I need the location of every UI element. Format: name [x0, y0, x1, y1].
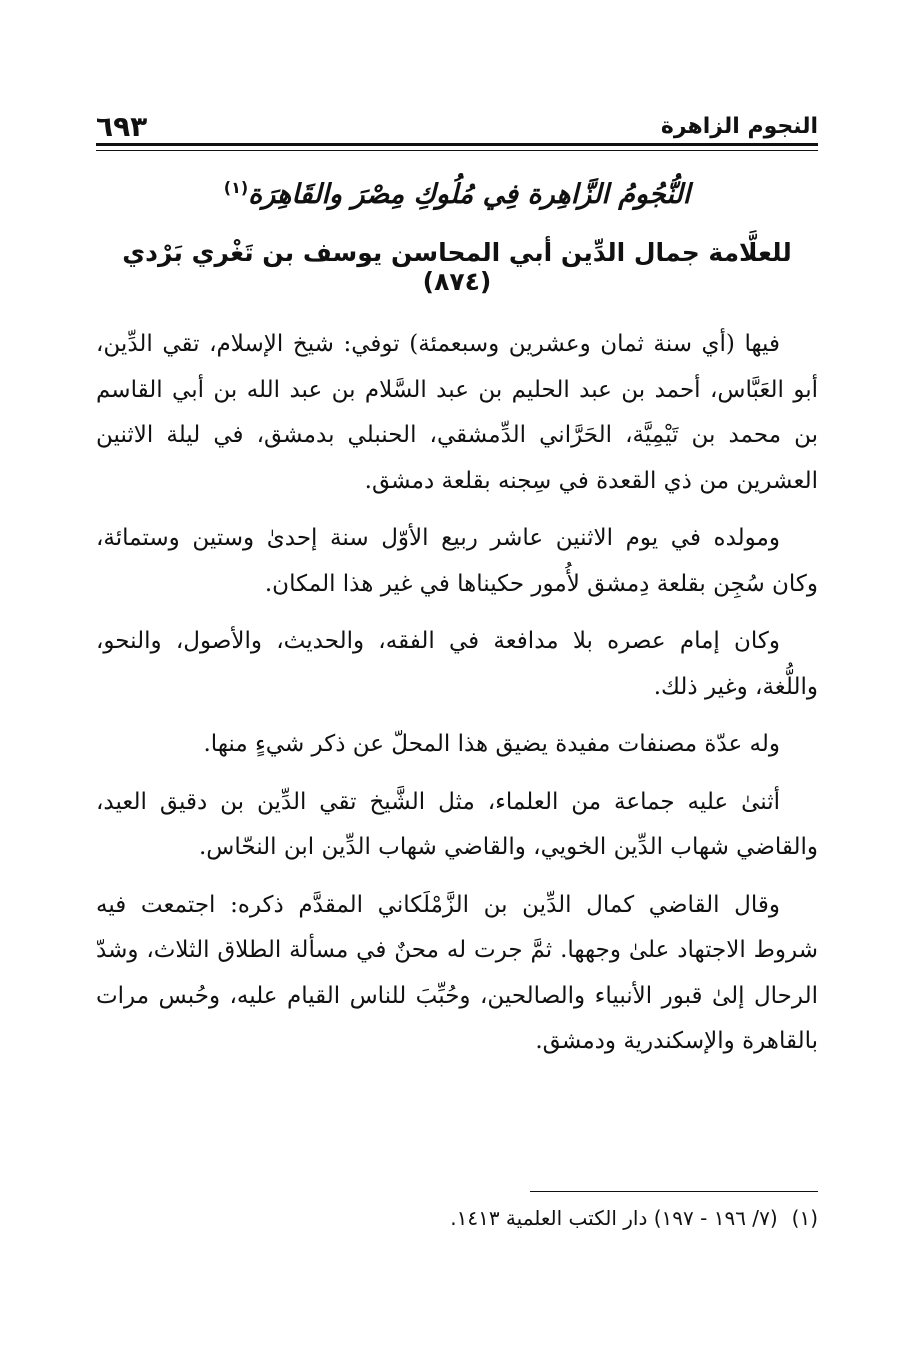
section-title-text: النُّجُومُ الزَّاهِرة فِي مُلُوكِ مِصْرَ والقَاهِرَة — [248, 179, 691, 210]
title-footnote-ref: (١) — [223, 178, 249, 197]
paragraph: وقال القاضي كمال الدِّين بن الزَّمْلَكاني المقدَّم ذكره: اجتمعت فيه شروط الاجتهاد علىٰ وجهها. ثمَّ جرت له محنٌ في مسألة الطلاق الثلاث، وشدّ الرحال إلىٰ قبور الأنبياء والصالحين، وحُبِّبَ للناس القيام عليه، وحُبس مرات بالقاهرة والإسكندرية ودمشق. — [96, 891, 818, 1054]
section-title — [96, 178, 818, 210]
header-rule-thin — [96, 150, 818, 151]
paragraph: وله عدّة مصنفات مفيدة يضيق هذا المحلّ عن ذكر شيءٍ منها. — [203, 731, 780, 757]
footnote — [96, 1206, 818, 1230]
footnote-separator — [530, 1191, 818, 1192]
paragraph: وكان إمام عصره بلا مدافعة في الفقه، والحديث، والأصول، والنحو، واللُّغة، وغير ذلك. — [96, 628, 818, 700]
page-number: ٦٩٣ — [96, 110, 148, 143]
body-text — [96, 322, 818, 1077]
footnote-marker: (١) — [791, 1206, 818, 1230]
running-title: النجوم الزاهرة — [660, 114, 818, 139]
footnote-text: (٧/ ١٩٦ - ١٩٧) دار الكتب العلمية ١٤١٣. — [450, 1206, 778, 1230]
paragraph: ومولده في يوم الاثنين عاشر ربيع الأوّل سنة إحدىٰ وستين وستمائة، وكان سُجِن بقلعة دِمشق لأُمور حكيناها في غير هذا المكان. — [96, 525, 818, 597]
paragraph: فيها (أي سنة ثمان وعشرين وسبعمئة) توفي: شيخ الإسلام، تقي الدِّين، أبو العَبَّاس، أحمد بن عبد الحليم بن عبد السَّلام بن عبد الله بن أبي القاسم بن محمد بن تَيْمِيَّة، الحَرَّاني الدِّمشقي، الحنبلي بدمشق، في ليلة الاثنين العشرين من ذي القعدة في سِجنه بقلعة دمشق. — [96, 331, 818, 494]
section-subtitle: للعلَّامة جمال الدِّين أبي المحاسن يوسف بن تَغْري بَرْدي (٨٧٤) — [122, 238, 792, 296]
paragraph: أثنىٰ عليه جماعة من العلماء، مثل الشَّيخ تقي الدِّين بن دقيق العيد، والقاضي شهاب الدِّين الخويي، والقاضي شهاب الدِّين ابن النحّاس. — [96, 788, 818, 860]
header-rule-thick — [96, 143, 818, 146]
